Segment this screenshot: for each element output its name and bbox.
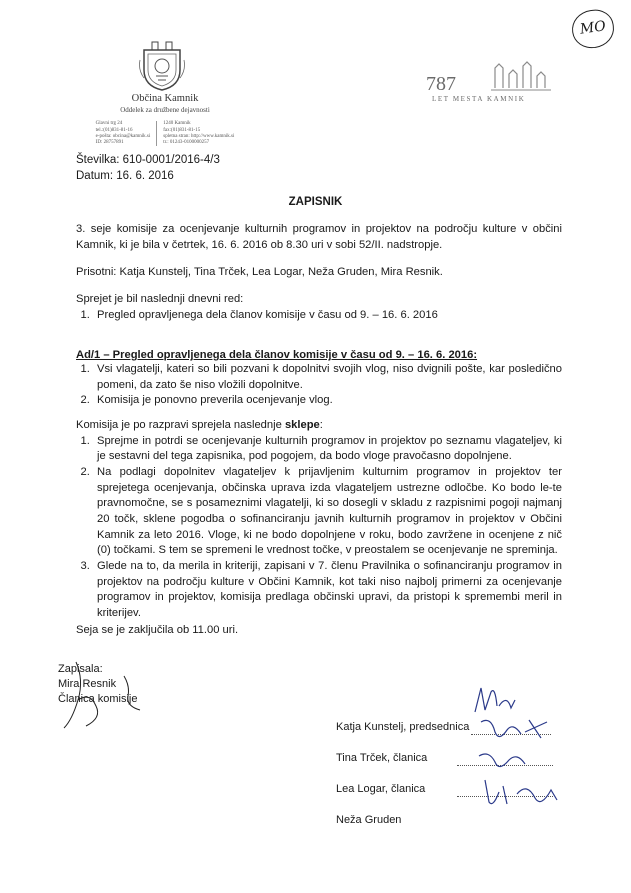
contact-columns — [60, 121, 270, 146]
contact-line: ID: 28757891 — [95, 140, 124, 146]
recorder-role: Članica komisije — [58, 693, 138, 706]
contact-line: Glavni trg 24 — [95, 121, 123, 127]
page-number-stamp — [570, 7, 617, 50]
contact-column-right — [163, 121, 234, 146]
document-meta — [76, 152, 220, 184]
section-body — [76, 362, 562, 409]
intro-paragraph: 3. seje komisije za ocenjevanje kulturnih programov in projektov na področju kulture v občini Kamnik, ki je bila v četrtek, 16. 6. 2016 ob 8.30 uri v sobi 52/II. nadstropje. — [76, 223, 562, 251]
organization-name: Občina Kamnik — [131, 93, 199, 104]
agenda-intro: Sprejet je bil naslednji dnevni red: — [76, 293, 244, 305]
contact-column-left — [96, 121, 151, 146]
recorder-name: Mira Resnik — [58, 678, 117, 691]
anniversary-number: 787 — [426, 73, 456, 95]
document-number: Številka: 610-0001/2016-4/3 — [76, 154, 220, 166]
handwritten-signatures — [455, 682, 575, 822]
decision-item: 2. Na podlagi dopolnitev vlagateljev k prijavljenim kulturnim programov in projektov ter sprejetega ocenjevanja, občinska uprava izda vlagateljem ustrezne odločbe. Ko bodo le-te pravnomočne, se s posameznimi vlagatelji, ki so dosegli v skladu z razpisnimi pogoji najmanj 20 točk, sklene pogodba o sofinanciranju javnih kulturnih programov in projektov v Občini Kamnik za leto 2016. Vloge, ki ne bodo dopolnjene v roku, bodo zavržene in ocenjene z nič (0) točkami. S tem se spremeni le vrednost točke, v preostalem se ocenjevanje ne spreminja. — [93, 465, 562, 559]
agenda — [76, 292, 562, 323]
section-item: 1. Vsi vlagatelji, kateri so bili pozvani k dopolnitvi svojih vlog, niso dvignili pošte, kar posledično pomeni, da zato še niso vložili dopolnitve. — [93, 362, 562, 393]
recorder-label: Zapisala: — [58, 663, 103, 675]
decision-intro-text: Komisija je po razpravi sprejela naslednje — [76, 419, 285, 431]
signatory-name: Katja Kunstelj, predsednica — [336, 720, 470, 733]
anniversary-text: LET MESTA KAMNIK — [432, 95, 526, 103]
signatory-name: Neža Gruden — [336, 813, 402, 826]
signatory-name: Lea Logar, članica — [336, 782, 426, 795]
closing-statement: Seja se je zaključila ob 11.00 uri. — [76, 624, 239, 636]
agenda-list — [76, 308, 562, 324]
contact-line: tr.: 01243-0100000257 — [163, 140, 210, 146]
decision-list — [76, 434, 562, 622]
section-list — [76, 362, 562, 409]
decision-intro-colon: : — [319, 419, 323, 431]
section-heading: Ad/1 – Pregled opravljenega dela članov komisije v času od 9. – 16. 6. 2016: — [76, 349, 478, 361]
decision-item: 3. Glede na to, da merila in kriteriji, zapisani v 7. členu Pravilnika o sofinanciranju programov in projektov na področju kulture v Občini Kamnik, kot taki niso najbolj primerni za ocenjevanje programov in projektov, komisija predlaga občinski upravi, da pristopi k spremembi meril in kriterijev. — [93, 559, 562, 622]
contact-line: 1240 Kamnik — [163, 121, 191, 127]
signatory-name: Tina Trček, članica — [336, 751, 428, 764]
recorder-signature — [56, 656, 166, 734]
agenda-item: 1. Pregled opravljenega dela članov komisije v času od 9. – 16. 6. 2016 — [93, 308, 562, 324]
contact-line: e-pošta: obcina@kamnik.si — [95, 133, 151, 139]
contact-line: fax:(01)831-81-15 — [163, 127, 201, 133]
letterhead — [60, 92, 270, 146]
decision-intro — [76, 418, 562, 434]
decision-intro-bold: sklepe — [284, 419, 320, 431]
page-mark: MO — [578, 18, 607, 38]
contact-divider — [156, 121, 157, 146]
department-name: Oddelek za družbene dejavnosti — [120, 105, 210, 114]
decision-item: 1. Sprejme in potrdi se ocenjevanje kulturnih programov in projektov po seznamu vlagateljev, ki je sestavni del tega zapisnika, pod pogojem, da bodo vloge pravočasno dopolnjene. — [93, 434, 562, 465]
document-date: Datum: 16. 6. 2016 — [76, 170, 174, 183]
document-title: ZAPISNIK — [288, 196, 343, 208]
attendees: Prisotni: Katja Kunstelj, Tina Trček, Lea Logar, Neža Gruden, Mira Resnik. — [76, 266, 443, 278]
decisions — [76, 418, 562, 622]
section-item: 2. Komisija je ponovno preverila ocenjevanje vlog. — [93, 393, 562, 409]
contact-line: tel.:(01)831-81-16 — [95, 127, 133, 133]
municipal-crest-logo — [138, 40, 186, 92]
contact-line: spletna stran: http://www.kamnik.si — [163, 133, 235, 139]
